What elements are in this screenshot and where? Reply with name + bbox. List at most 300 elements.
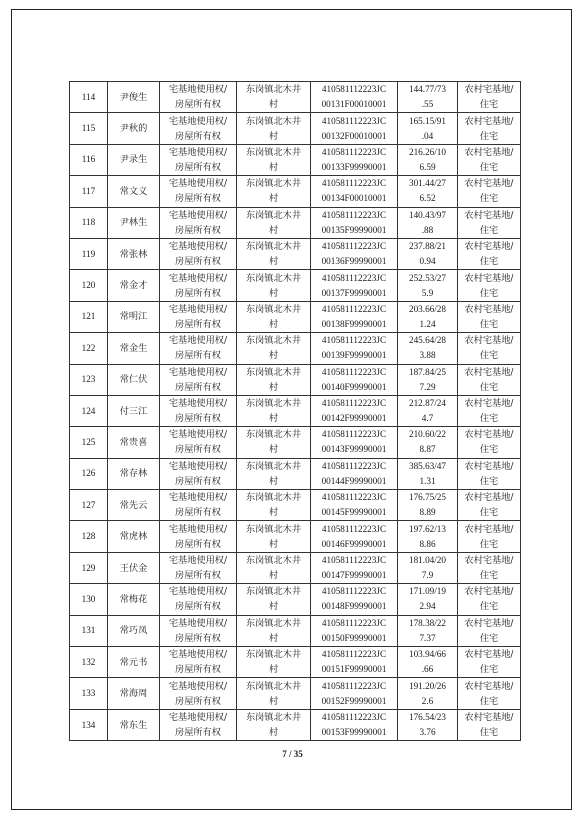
location-line: 村 [268, 475, 279, 487]
area-cell [398, 678, 458, 709]
area-line: 5.9 [421, 287, 434, 298]
location-line: 东岗镇北木井 [245, 523, 302, 535]
usage-line: 农村宅基地/ [464, 241, 514, 253]
table-row [70, 176, 521, 207]
usage-cell [458, 678, 521, 709]
right-type-cell [160, 395, 237, 426]
location-line: 东岗镇北木井 [245, 649, 302, 661]
location-line: 村 [268, 224, 279, 236]
property-code-line: 410581112223JC [321, 617, 387, 628]
usage-line: 住宅 [479, 256, 499, 268]
right-type-cell [160, 709, 237, 740]
usage-line: 住宅 [479, 224, 499, 236]
right-type-line: 房屋所有权 [175, 413, 221, 425]
right-type-line: 宅基地使用权/ [168, 460, 228, 472]
property-code-line: 00137F99990001 [321, 287, 387, 298]
area-cell [398, 521, 458, 552]
location-cell [237, 584, 311, 615]
usage-line: 农村宅基地/ [464, 115, 514, 127]
usage-line: 住宅 [479, 570, 499, 582]
area-cell [398, 270, 458, 301]
location-cell [237, 333, 311, 364]
row-number-cell: 121 [70, 301, 108, 332]
property-code-line: 410581112223JC [321, 115, 387, 126]
right-type-line: 宅基地使用权/ [168, 617, 228, 629]
right-type-line: 宅基地使用权/ [168, 555, 228, 567]
area-cell [398, 458, 458, 489]
row-number-cell: 131 [70, 615, 108, 646]
row-number-cell: 126 [70, 458, 108, 489]
area-line: 8.89 [419, 507, 436, 518]
usage-cell [458, 709, 521, 740]
usage-line: 农村宅基地/ [464, 586, 514, 598]
location-line: 东岗镇北木井 [245, 617, 302, 629]
property-code-line: 00140F99990001 [321, 381, 387, 392]
owner-name-cell: 常仁伏 [108, 364, 160, 395]
area-line: 2.94 [419, 601, 436, 612]
usage-line: 住宅 [479, 318, 499, 330]
area-line: .04 [421, 130, 434, 141]
owner-name-cell: 付三江 [108, 395, 160, 426]
property-code-line: 410581112223JC [321, 460, 387, 471]
location-line: 村 [268, 601, 279, 613]
usage-cell [458, 552, 521, 583]
usage-cell [458, 458, 521, 489]
area-line: 4.7 [421, 413, 434, 424]
property-code-line: 410581112223JC [321, 492, 387, 503]
owner-name-cell: 常张林 [108, 238, 160, 269]
area-line: 0.94 [419, 256, 436, 267]
right-type-cell [160, 490, 237, 521]
table-row [70, 615, 521, 646]
right-type-line: 宅基地使用权/ [168, 115, 228, 127]
table-row [70, 301, 521, 332]
owner-name-cell: 常先云 [108, 490, 160, 521]
right-type-line: 房屋所有权 [175, 161, 221, 173]
right-type-line: 宅基地使用权/ [168, 241, 228, 253]
property-code-line: 410581112223JC [321, 272, 387, 283]
right-type-line: 房屋所有权 [175, 99, 221, 111]
area-line: 191.20/26 [408, 680, 446, 691]
table-row [70, 113, 521, 144]
row-number-cell: 125 [70, 427, 108, 458]
property-code-cell [311, 395, 398, 426]
usage-line: 农村宅基地/ [464, 84, 514, 96]
area-line: 165.15/91 [408, 115, 446, 126]
location-cell [237, 678, 311, 709]
location-cell [237, 521, 311, 552]
right-type-line: 宅基地使用权/ [168, 366, 228, 378]
area-cell [398, 490, 458, 521]
owner-name-cell: 常明江 [108, 301, 160, 332]
location-cell [237, 709, 311, 740]
usage-cell [458, 238, 521, 269]
location-line: 村 [268, 256, 279, 268]
usage-line: 住宅 [479, 507, 499, 519]
usage-cell [458, 270, 521, 301]
location-line: 东岗镇北木井 [245, 209, 302, 221]
right-type-line: 宅基地使用权/ [168, 178, 228, 190]
row-number-cell: 116 [70, 144, 108, 175]
owner-name-cell: 常存林 [108, 458, 160, 489]
property-code-line: 00146F99990001 [321, 538, 387, 549]
property-code-line: 00151F99990001 [321, 664, 387, 675]
location-cell [237, 301, 311, 332]
owner-name-cell: 常元书 [108, 647, 160, 678]
property-code-line: 410581112223JC [321, 712, 387, 722]
area-cell [398, 395, 458, 426]
table-row [70, 458, 521, 489]
right-type-cell [160, 521, 237, 552]
right-type-line: 房屋所有权 [175, 130, 221, 142]
owner-name-cell: 常巧凤 [108, 615, 160, 646]
right-type-cell [160, 176, 237, 207]
right-type-cell [160, 552, 237, 583]
location-line: 村 [268, 381, 279, 393]
location-line: 东岗镇北木井 [245, 272, 302, 284]
area-line: 210.60/22 [408, 429, 446, 440]
location-line: 村 [268, 161, 279, 173]
row-number-cell: 114 [70, 82, 108, 113]
property-code-cell [311, 144, 398, 175]
property-code-line: 410581112223JC [321, 209, 387, 220]
location-line: 东岗镇北木井 [245, 712, 302, 723]
owner-name-cell: 尹秋的 [108, 113, 160, 144]
right-type-line: 宅基地使用权/ [168, 335, 228, 347]
right-type-line: 宅基地使用权/ [168, 209, 228, 221]
right-type-line: 宅基地使用权/ [168, 429, 228, 441]
usage-line: 住宅 [479, 193, 499, 205]
usage-line: 住宅 [479, 475, 499, 487]
row-number-cell: 133 [70, 678, 108, 709]
usage-line: 住宅 [479, 161, 499, 173]
right-type-line: 房屋所有权 [175, 318, 221, 330]
usage-line: 住宅 [479, 664, 499, 676]
row-number-cell: 122 [70, 333, 108, 364]
usage-line: 住宅 [479, 99, 499, 111]
usage-line: 农村宅基地/ [464, 146, 514, 158]
right-type-cell [160, 270, 237, 301]
property-code-line: 410581112223JC [321, 523, 387, 534]
location-line: 村 [268, 99, 279, 111]
table-row [70, 521, 521, 552]
area-cell [398, 144, 458, 175]
area-line: 237.88/21 [408, 241, 446, 252]
area-line: 245.64/28 [408, 335, 446, 346]
property-code-line: 410581112223JC [321, 178, 387, 189]
usage-line: 农村宅基地/ [464, 335, 514, 347]
location-line: 村 [268, 413, 279, 425]
location-line: 东岗镇北木井 [245, 555, 302, 567]
right-type-cell [160, 458, 237, 489]
area-cell [398, 647, 458, 678]
area-line: 216.26/10 [408, 146, 446, 157]
location-line: 村 [268, 318, 279, 330]
right-type-line: 宅基地使用权/ [168, 84, 228, 96]
location-line: 村 [268, 632, 279, 644]
table-row [70, 584, 521, 615]
table-row [70, 395, 521, 426]
usage-line: 农村宅基地/ [464, 680, 514, 692]
right-type-line: 宅基地使用权/ [168, 492, 228, 504]
property-code-cell [311, 490, 398, 521]
property-code-cell [311, 615, 398, 646]
owner-name-cell: 常梅花 [108, 584, 160, 615]
property-code-line: 00135F99990001 [321, 224, 387, 235]
location-cell [237, 615, 311, 646]
row-number-cell: 115 [70, 113, 108, 144]
table-row [70, 647, 521, 678]
property-code-line: 410581112223JC [321, 586, 387, 597]
usage-line: 住宅 [479, 413, 499, 425]
right-type-line: 房屋所有权 [175, 193, 221, 205]
usage-line: 住宅 [479, 287, 499, 299]
location-line: 东岗镇北木井 [245, 366, 302, 378]
owner-name-cell: 常虎林 [108, 521, 160, 552]
property-code-line: 00147F99990001 [321, 570, 387, 581]
usage-line: 农村宅基地/ [464, 460, 514, 472]
location-line: 东岗镇北木井 [245, 146, 302, 158]
area-cell [398, 552, 458, 583]
location-line: 东岗镇北木井 [245, 115, 302, 127]
property-code-line: 410581112223JC [321, 146, 387, 157]
row-number-cell: 128 [70, 521, 108, 552]
area-cell [398, 82, 458, 113]
owner-name-cell: 尹录生 [108, 144, 160, 175]
row-number-cell: 130 [70, 584, 108, 615]
right-type-cell [160, 113, 237, 144]
row-number-cell: 132 [70, 647, 108, 678]
property-code-line: 410581112223JC [321, 649, 387, 660]
area-cell [398, 584, 458, 615]
property-code-line: 00145F99990001 [321, 507, 387, 518]
location-cell [237, 490, 311, 521]
table-row [70, 364, 521, 395]
location-cell [237, 427, 311, 458]
property-code-line: 410581112223JC [321, 335, 387, 346]
area-cell [398, 333, 458, 364]
table-row [70, 333, 521, 364]
area-line: 8.87 [419, 444, 436, 455]
area-line: 6.52 [419, 193, 436, 204]
table-row [70, 427, 521, 458]
area-line: 171.09/19 [408, 586, 446, 597]
property-code-cell [311, 458, 398, 489]
usage-cell [458, 647, 521, 678]
right-type-line: 宅基地使用权/ [168, 680, 228, 692]
usage-cell [458, 521, 521, 552]
usage-line: 农村宅基地/ [464, 303, 514, 315]
area-line: 187.84/25 [408, 366, 446, 377]
row-number-cell: 119 [70, 238, 108, 269]
area-line: 178.38/22 [408, 617, 446, 628]
area-line: 8.86 [419, 538, 436, 549]
property-registry-table [69, 81, 521, 741]
area-line: 1.31 [419, 475, 436, 486]
property-code-cell [311, 176, 398, 207]
table-row [70, 238, 521, 269]
usage-line: 住宅 [479, 632, 499, 644]
area-line: .66 [421, 664, 434, 675]
right-type-line: 房屋所有权 [175, 256, 221, 268]
location-line: 东岗镇北木井 [245, 335, 302, 347]
property-code-line: 410581112223JC [321, 366, 387, 377]
property-code-line: 410581112223JC [321, 84, 387, 95]
row-number-cell: 118 [70, 207, 108, 238]
area-line: 181.04/20 [408, 555, 446, 566]
usage-cell [458, 615, 521, 646]
property-code-line: 00148F99990001 [321, 601, 387, 612]
row-number-cell: 129 [70, 552, 108, 583]
property-code-line: 00142F99990001 [321, 413, 387, 424]
area-line: 6.59 [419, 161, 436, 172]
right-type-cell [160, 144, 237, 175]
location-cell [237, 364, 311, 395]
usage-cell [458, 207, 521, 238]
owner-name-cell: 常文义 [108, 176, 160, 207]
property-code-cell [311, 333, 398, 364]
right-type-line: 房屋所有权 [175, 350, 221, 362]
table-body [70, 82, 521, 741]
usage-line: 农村宅基地/ [464, 209, 514, 221]
right-type-cell [160, 82, 237, 113]
area-cell [398, 301, 458, 332]
right-type-line: 房屋所有权 [175, 444, 221, 456]
usage-line: 住宅 [479, 538, 499, 550]
right-type-line: 房屋所有权 [175, 507, 221, 519]
area-line: .55 [421, 99, 434, 110]
usage-line: 农村宅基地/ [464, 178, 514, 190]
right-type-line: 房屋所有权 [175, 727, 221, 738]
right-type-line: 宅基地使用权/ [168, 303, 228, 315]
area-line: 7.37 [419, 632, 436, 643]
right-type-cell [160, 615, 237, 646]
location-line: 东岗镇北木井 [245, 492, 302, 504]
property-code-cell [311, 678, 398, 709]
right-type-cell [160, 647, 237, 678]
location-line: 村 [268, 538, 279, 550]
property-code-line: 410581112223JC [321, 398, 387, 409]
usage-cell [458, 82, 521, 113]
row-number-cell: 120 [70, 270, 108, 301]
location-line: 村 [268, 507, 279, 519]
area-line: 197.62/13 [408, 523, 446, 534]
usage-cell [458, 144, 521, 175]
table-row [70, 144, 521, 175]
property-code-cell [311, 113, 398, 144]
right-type-line: 宅基地使用权/ [168, 272, 228, 284]
usage-cell [458, 113, 521, 144]
right-type-cell [160, 238, 237, 269]
usage-line: 住宅 [479, 130, 499, 142]
property-code-line: 00150F99990001 [321, 632, 387, 643]
right-type-line: 房屋所有权 [175, 664, 221, 676]
location-cell [237, 144, 311, 175]
usage-line: 住宅 [479, 350, 499, 362]
usage-line: 农村宅基地/ [464, 492, 514, 504]
area-line: .88 [421, 224, 434, 235]
area-line: 385.63/47 [408, 460, 446, 471]
page-number: 7 / 35 [282, 749, 303, 759]
area-line: 176.75/25 [408, 492, 446, 503]
property-code-cell [311, 364, 398, 395]
right-type-cell [160, 427, 237, 458]
area-cell [398, 207, 458, 238]
property-code-cell [311, 647, 398, 678]
area-line: 301.44/27 [408, 178, 446, 189]
location-line: 东岗镇北木井 [245, 303, 302, 315]
property-code-line: 00138F99990001 [321, 318, 387, 329]
location-line: 村 [268, 350, 279, 362]
right-type-line: 宅基地使用权/ [168, 649, 228, 661]
owner-name-cell: 王伏金 [108, 552, 160, 583]
usage-line: 农村宅基地/ [464, 523, 514, 535]
usage-cell [458, 333, 521, 364]
area-line: 3.88 [419, 350, 436, 361]
property-code-line: 00136F99990001 [321, 256, 387, 267]
area-line: 3.76 [419, 727, 436, 737]
area-line: 203.66/28 [408, 303, 446, 314]
usage-line: 住宅 [479, 727, 499, 738]
right-type-line: 房屋所有权 [175, 475, 221, 487]
usage-line: 农村宅基地/ [464, 272, 514, 284]
location-line: 村 [268, 287, 279, 299]
owner-name-cell: 常贵喜 [108, 427, 160, 458]
location-line: 东岗镇北木井 [245, 398, 302, 410]
area-cell [398, 709, 458, 740]
usage-cell [458, 395, 521, 426]
property-code-line: 00132F00010001 [321, 130, 387, 141]
area-line: 144.77/73 [408, 84, 446, 95]
area-line: 140.43/97 [408, 209, 446, 220]
property-code-cell [311, 427, 398, 458]
usage-cell [458, 364, 521, 395]
usage-cell [458, 176, 521, 207]
location-line: 东岗镇北木井 [245, 178, 302, 190]
area-cell [398, 113, 458, 144]
usage-cell [458, 490, 521, 521]
location-line: 东岗镇北木井 [245, 429, 302, 441]
table-row [70, 552, 521, 583]
property-code-line: 00131F00010001 [321, 99, 387, 110]
area-cell [398, 238, 458, 269]
property-code-line: 00144F99990001 [321, 475, 387, 486]
row-number-cell: 127 [70, 490, 108, 521]
table-row [70, 709, 521, 740]
right-type-cell [160, 301, 237, 332]
table-row [70, 270, 521, 301]
location-cell [237, 176, 311, 207]
area-line: 1.24 [419, 318, 436, 329]
location-cell [237, 82, 311, 113]
right-type-line: 宅基地使用权/ [168, 146, 228, 158]
right-type-line: 房屋所有权 [175, 570, 221, 582]
area-line: 2.6 [421, 695, 434, 706]
right-type-line: 房屋所有权 [175, 381, 221, 393]
row-number-cell: 117 [70, 176, 108, 207]
property-code-cell [311, 709, 398, 740]
location-line: 东岗镇北木井 [245, 241, 302, 253]
property-code-line: 410581112223JC [321, 429, 387, 440]
area-line: 252.53/27 [408, 272, 446, 283]
property-code-cell [311, 270, 398, 301]
location-cell [237, 113, 311, 144]
property-code-line: 00133F99990001 [321, 161, 387, 172]
right-type-line: 房屋所有权 [175, 632, 221, 644]
location-cell [237, 270, 311, 301]
right-type-cell [160, 364, 237, 395]
property-code-line: 00139F99990001 [321, 350, 387, 361]
